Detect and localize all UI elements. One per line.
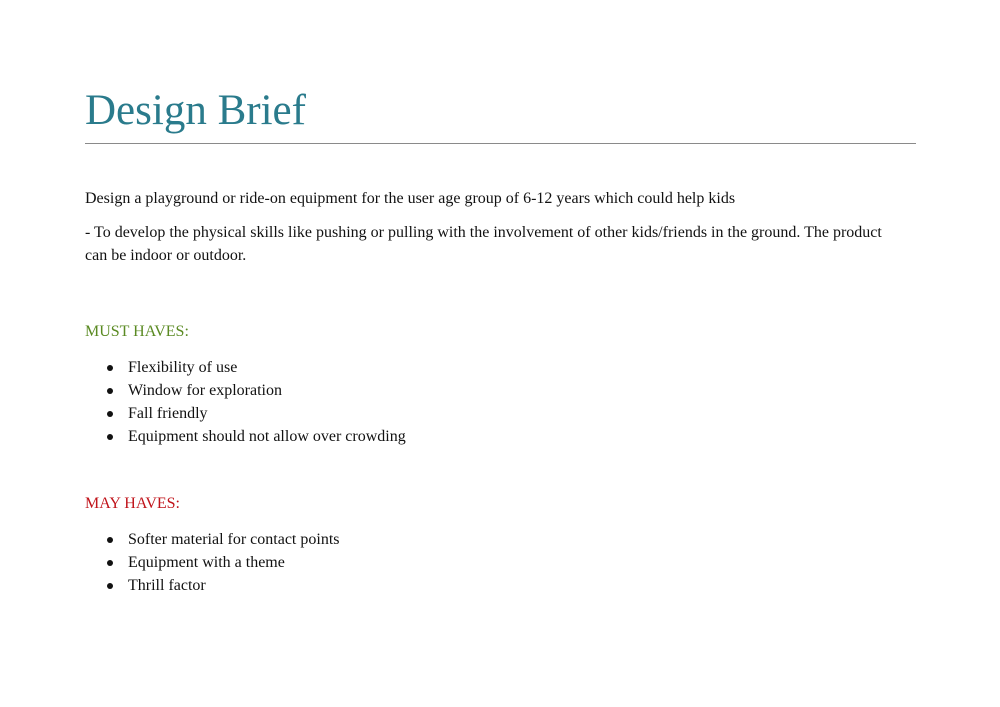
intro-paragraph: Design a playground or ride-on equipment for the user age group of 6-12 years which could help kids <box>85 190 736 207</box>
must-haves-item <box>85 379 406 402</box>
must-haves-item-text: Flexibility of use <box>128 359 238 376</box>
bullet-icon <box>107 365 113 371</box>
may-haves-item-text: Equipment with a theme <box>128 554 285 571</box>
may-haves-item-text: Thrill factor <box>128 577 206 594</box>
may-haves-item <box>85 574 339 597</box>
detail-paragraph: - To develop the physical skills like pushing or pulling with the involvement of other kids/friends in the ground. The product can be indoor or outdoor. <box>85 224 882 264</box>
bullet-icon <box>107 560 113 566</box>
must-haves-heading: MUST HAVES: <box>85 323 189 340</box>
must-haves-item-text: Window for exploration <box>128 382 282 399</box>
bullet-icon <box>107 388 113 394</box>
title-divider <box>85 143 916 144</box>
must-haves-item <box>85 356 406 379</box>
may-haves-list <box>85 528 339 597</box>
bullet-icon <box>107 434 113 440</box>
may-haves-item <box>85 551 339 574</box>
bullet-icon <box>107 411 113 417</box>
must-haves-item-text: Equipment should not allow over crowding <box>128 428 406 445</box>
must-haves-item <box>85 425 406 448</box>
bullet-icon <box>107 537 113 543</box>
page-title: Design Brief <box>85 87 306 134</box>
may-haves-item-text: Softer material for contact points <box>128 531 340 548</box>
must-haves-list <box>85 356 406 448</box>
bullet-icon <box>107 583 113 589</box>
must-haves-item <box>85 402 406 425</box>
may-haves-item <box>85 528 339 551</box>
must-haves-item-text: Fall friendly <box>128 405 208 422</box>
may-haves-heading: MAY HAVES: <box>85 495 180 512</box>
